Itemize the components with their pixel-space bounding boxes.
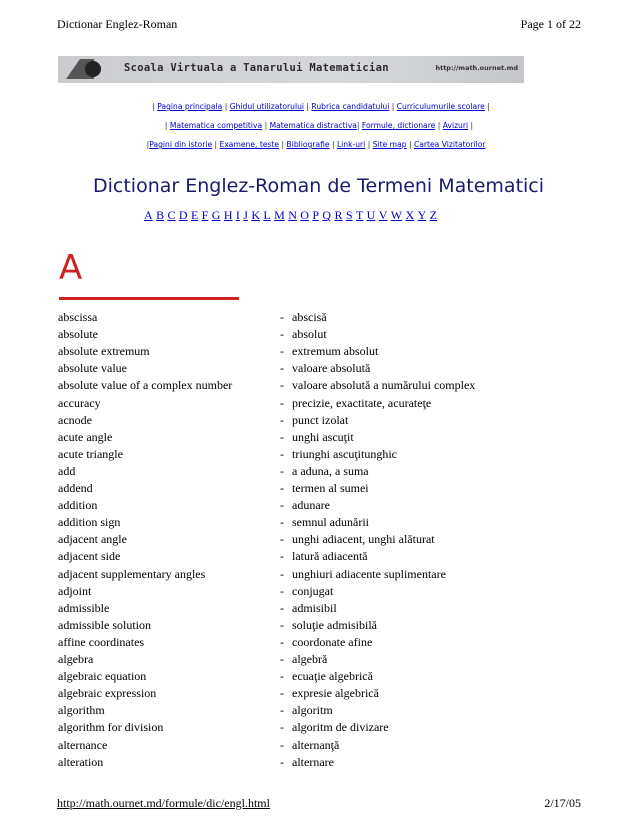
alphabet-link-h[interactable]: H	[223, 208, 233, 222]
entry-row	[0, 429, 638, 446]
alphabet-link-a[interactable]: A	[144, 208, 153, 222]
entry-separator: -	[280, 634, 284, 649]
entry-row	[0, 719, 638, 736]
entry-separator: -	[280, 703, 284, 718]
alphabet-link-q[interactable]: Q	[322, 208, 332, 222]
entry-separator: -	[280, 310, 284, 324]
alphabet-link-b[interactable]: B	[156, 208, 165, 222]
entry-romanian-term: expresie algebrică	[292, 686, 379, 701]
alphabet-link-z[interactable]: Z	[429, 208, 437, 222]
entry-romanian-term: latură adiacentă	[292, 549, 368, 564]
entry-separator: -	[280, 583, 284, 598]
alphabet-link-k[interactable]: K	[251, 208, 260, 222]
entry-separator: -	[280, 686, 284, 701]
entry-romanian-term: valoare absolută	[292, 361, 371, 376]
entry-english-term: absolute value	[58, 361, 127, 376]
alphabet-link-o[interactable]: O	[300, 208, 309, 222]
nav-link-bibliografie[interactable]: Bibliografie	[286, 140, 330, 149]
entry-romanian-term: coordonate afine	[292, 634, 373, 649]
footer-date: 2/17/05	[544, 796, 581, 810]
entry-row	[0, 412, 638, 429]
section-divider	[59, 297, 239, 300]
nav-link-formule-dictionare[interactable]: Formule, dictionare	[361, 121, 436, 130]
banner-url: http://math.ournet.md	[435, 64, 518, 72]
entry-english-term: algorithm for division	[58, 720, 164, 735]
alphabet-link-f[interactable]: F	[201, 208, 209, 222]
document-header-title: Dictionar Englez-Roman	[57, 17, 178, 31]
entry-romanian-term: conjugat	[292, 583, 334, 598]
entry-row	[0, 309, 638, 326]
entry-separator: -	[280, 446, 284, 461]
nav-link-ghidul-utilizatorului[interactable]: Ghidul utilizatorului	[229, 102, 305, 111]
entry-row	[0, 651, 638, 668]
entry-romanian-term: unghi ascuţit	[292, 429, 354, 444]
nav-link-pagina-principala[interactable]: Pagina principala	[157, 102, 223, 111]
entry-row	[0, 617, 638, 634]
entry-separator: -	[280, 549, 284, 564]
entry-romanian-term: abscisă	[292, 310, 327, 324]
entry-english-term: adjacent supplementary angles	[58, 566, 206, 581]
alphabet-link-s[interactable]: S	[345, 208, 353, 222]
entry-separator: -	[280, 463, 284, 478]
entry-row	[0, 395, 638, 412]
entry-romanian-term: alternare	[292, 754, 334, 769]
nav-link-matematica-competitiva[interactable]: Matematica competitiva	[169, 121, 263, 130]
banner-title: Scoala Virtuala a Tanarului Matematician	[124, 62, 389, 74]
entry-english-term: addition	[58, 498, 98, 513]
nav-link-site-map[interactable]: Site map	[372, 140, 407, 149]
entry-separator: -	[280, 737, 284, 752]
entry-english-term: adjoint	[58, 583, 92, 598]
entry-row	[0, 566, 638, 583]
entry-separator: -	[280, 498, 284, 513]
entry-separator: -	[280, 361, 284, 376]
alphabet-link-x[interactable]: X	[405, 208, 415, 222]
entry-romanian-term: algoritm de divizare	[292, 720, 389, 735]
entry-english-term: alternance	[58, 737, 108, 752]
entry-separator: -	[280, 344, 284, 359]
entry-separator: -	[280, 566, 284, 581]
entry-separator: -	[280, 720, 284, 735]
entry-row	[0, 531, 638, 548]
entry-row	[0, 702, 638, 719]
entry-english-term: add	[58, 463, 76, 478]
entry-english-term: acute triangle	[58, 446, 123, 461]
entry-romanian-term: valoare absolută a numărului complex	[292, 378, 476, 393]
entry-romanian-term: ecuaţie algebrică	[292, 669, 373, 684]
entry-romanian-term: punct izolat	[292, 412, 349, 427]
nav-link-matematica-distractiva[interactable]: Matematica distractiva	[269, 121, 357, 130]
nav-link-avizuri[interactable]: Avizuri	[442, 121, 469, 130]
nav-link-link-uri[interactable]: Link-uri	[336, 140, 366, 149]
alphabet-index	[144, 208, 440, 223]
entry-romanian-term: alternanţă	[292, 737, 340, 752]
entry-separator: -	[280, 412, 284, 427]
alphabet-link-c[interactable]: C	[167, 208, 176, 222]
entry-english-term: algebra	[58, 652, 94, 666]
entry-romanian-term: adunare	[292, 498, 330, 513]
entry-row	[0, 668, 638, 685]
entry-row	[0, 737, 638, 754]
alphabet-link-d[interactable]: D	[178, 208, 188, 222]
entry-separator: -	[280, 395, 284, 410]
nav-link-pagini-din-istorie[interactable]: Pagini din istorie	[149, 140, 213, 149]
entry-english-term: acnode	[58, 412, 92, 427]
alphabet-link-e[interactable]: E	[190, 208, 199, 222]
entry-separator: -	[280, 600, 284, 615]
alphabet-link-u[interactable]: U	[366, 208, 376, 222]
entry-separator: -	[280, 515, 284, 530]
alphabet-link-v[interactable]: V	[378, 208, 388, 222]
site-logo-icon	[66, 59, 102, 79]
entry-separator: -	[280, 378, 284, 393]
nav-line-2: | Matematica competitiva | Matematica distractiva| Formule, dictionare | Avizuri |	[164, 121, 474, 130]
alphabet-link-r[interactable]: R	[334, 208, 343, 222]
alphabet-link-g[interactable]: G	[211, 208, 221, 222]
entry-romanian-term: soluţie admisibilă	[292, 617, 377, 632]
entry-romanian-term: triunghi ascuţitunghic	[292, 446, 397, 461]
nav-link-curriculumurile-scolare[interactable]: Curriculumurile scolare	[396, 102, 485, 111]
nav-line-1: | Pagina principala | Ghidul utilizatorului | Rubrica candidatului | Curriculumurile scolare |	[152, 102, 490, 111]
alphabet-link-w[interactable]: W	[390, 208, 403, 222]
entry-english-term: abscissa	[58, 310, 98, 324]
nav-link-examene-teste[interactable]: Examene, teste	[219, 140, 280, 149]
entry-row	[0, 377, 638, 394]
nav-line-3: |Pagini din istorie | Examene, teste | Bibliografie | Link-uri | Site map | Cartea Vizitatorilor	[146, 140, 486, 149]
alphabet-link-l[interactable]: L	[263, 208, 271, 222]
alphabet-link-j[interactable]: J	[243, 208, 248, 222]
entry-romanian-term: extremum absolut	[292, 344, 379, 359]
entry-row	[0, 463, 638, 480]
footer-url-link[interactable]: http://math.ournet.md/formule/dic/engl.html	[57, 796, 270, 810]
footer-url	[57, 796, 270, 811]
entry-romanian-term: algoritm	[292, 703, 333, 718]
alphabet-link-p[interactable]: P	[312, 208, 319, 222]
entry-row	[0, 343, 638, 360]
entry-row	[0, 548, 638, 565]
entry-row	[0, 497, 638, 514]
page-title: Dictionar Englez-Roman de Termeni Matematici	[93, 175, 545, 197]
entry-row	[0, 600, 638, 617]
entry-romanian-term: unghi adiacent, unghi alăturat	[292, 532, 435, 547]
entry-row	[0, 360, 638, 377]
entry-romanian-term: precizie, exactitate, acurateţe	[292, 395, 432, 410]
entry-english-term: algebraic expression	[58, 686, 157, 701]
entry-romanian-term: absolut	[292, 327, 327, 342]
entry-romanian-term: unghiuri adiacente suplimentare	[292, 566, 446, 581]
site-banner[interactable]	[58, 56, 524, 83]
entry-english-term: admissible	[58, 600, 110, 615]
entry-romanian-term: semnul adunării	[292, 515, 369, 530]
entry-english-term: adjacent side	[58, 549, 121, 564]
entry-row	[0, 634, 638, 651]
entry-separator: -	[280, 754, 284, 769]
alphabet-link-t[interactable]: T	[355, 208, 364, 222]
page-number: Page 1 of 22	[520, 17, 581, 31]
entry-separator: -	[280, 617, 284, 632]
entry-separator: -	[280, 429, 284, 444]
entry-row	[0, 685, 638, 702]
entry-english-term: algorithm	[58, 703, 105, 718]
alphabet-link-n[interactable]: N	[288, 208, 297, 222]
entry-row	[0, 446, 638, 463]
entry-english-term: absolute extremum	[58, 344, 150, 359]
section-letter: A	[59, 248, 83, 288]
alphabet-link-i[interactable]: I	[235, 208, 240, 222]
entry-row	[0, 583, 638, 600]
entry-romanian-term: termen al sumei	[292, 481, 369, 495]
entry-english-term: absolute	[58, 327, 98, 342]
entry-english-term: adjacent angle	[58, 532, 127, 547]
entry-romanian-term: a aduna, a suma	[292, 463, 369, 478]
entry-english-term: alteration	[58, 754, 104, 769]
entry-row	[0, 326, 638, 343]
entry-english-term: acute angle	[58, 429, 113, 444]
alphabet-link-y[interactable]: Y	[417, 208, 427, 222]
entry-separator: -	[280, 532, 284, 547]
entry-separator: -	[280, 669, 284, 684]
entry-romanian-term: admisibil	[292, 600, 337, 615]
entry-separator: -	[280, 327, 284, 342]
entry-english-term: addition sign	[58, 515, 121, 530]
entry-separator: -	[280, 652, 284, 666]
entry-english-term: algebraic equation	[58, 669, 147, 684]
entry-row	[0, 480, 638, 497]
entry-english-term: accuracy	[58, 395, 101, 410]
entry-english-term: affine coordinates	[58, 634, 145, 649]
entry-separator: -	[280, 481, 284, 495]
entry-row	[0, 754, 638, 771]
entry-english-term: absolute value of a complex number	[58, 378, 233, 393]
nav-link-rubrica-candidatului[interactable]: Rubrica candidatului	[311, 102, 390, 111]
entry-row	[0, 514, 638, 531]
entry-english-term: addend	[58, 481, 93, 495]
nav-link-cartea-vizitatorilor[interactable]: Cartea Vizitatorilor	[413, 140, 486, 149]
entry-english-term: admissible solution	[58, 617, 151, 632]
entry-romanian-term: algebră	[292, 652, 328, 666]
alphabet-link-m[interactable]: M	[274, 208, 285, 222]
